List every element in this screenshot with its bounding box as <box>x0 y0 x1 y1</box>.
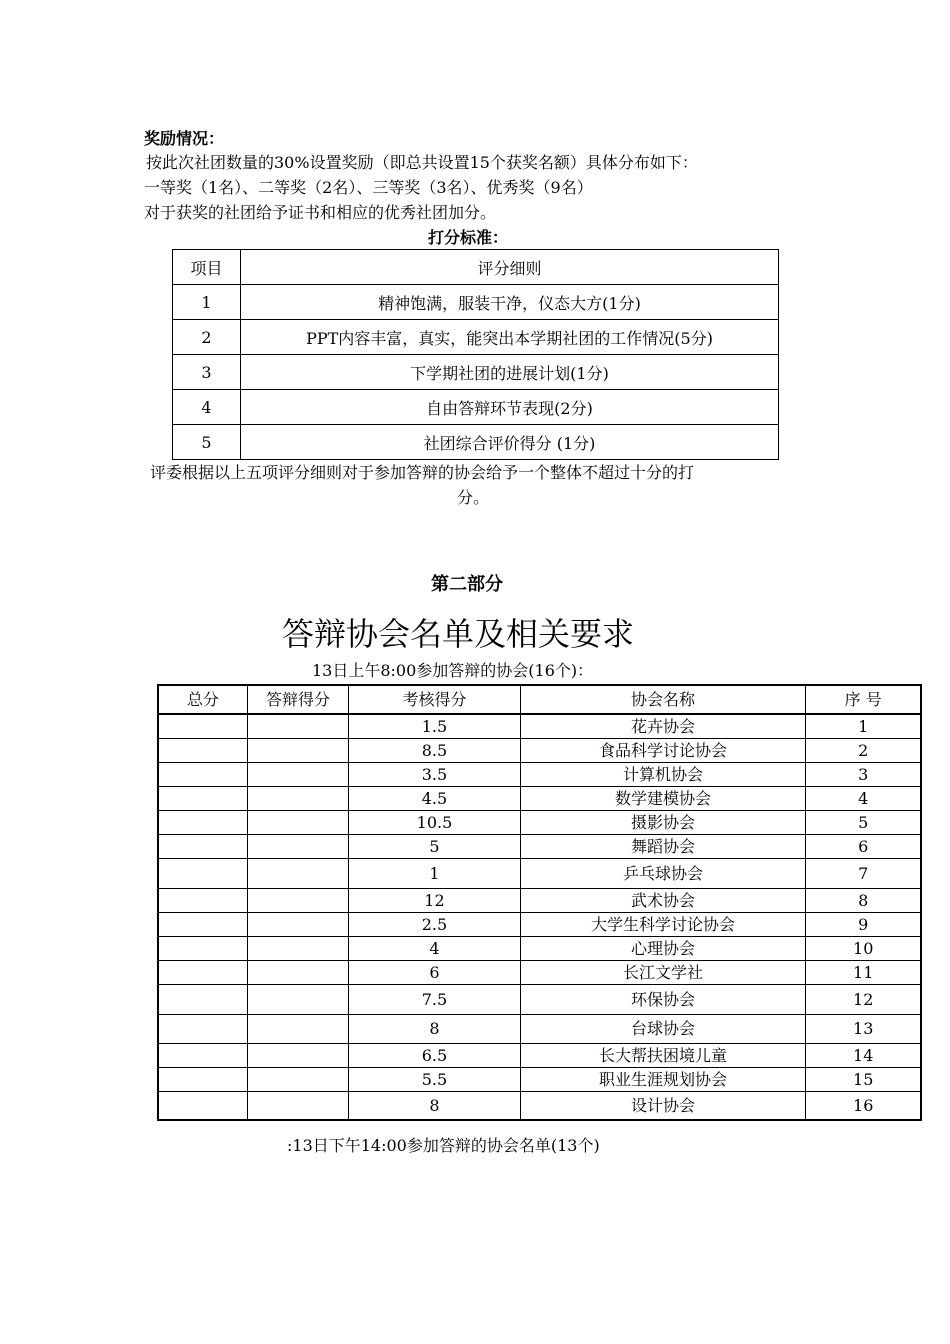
afternoon-caption: :13日下午14:00参加答辩的协会名单(13个) <box>287 1136 600 1155</box>
criteria-row <box>173 390 779 425</box>
part2-heading: 第二部分 <box>431 574 503 595</box>
assessment-score-cell: 6.5 <box>349 1044 520 1068</box>
part2-title: 答辩协会名单及相关要求 <box>282 615 635 653</box>
association-row <box>158 1092 921 1121</box>
association-row <box>158 985 921 1015</box>
association-row <box>158 889 921 913</box>
total-score-cell <box>158 889 247 913</box>
criteria-header-detail: 评分细则 <box>241 250 779 285</box>
defense-score-cell <box>247 913 349 937</box>
serial-no-cell: 10 <box>806 937 921 961</box>
morning-caption: 13日上午8:00参加答辩的协会(16个)： <box>312 661 594 680</box>
assessment-score-cell: 1.5 <box>349 714 520 739</box>
serial-no-cell: 9 <box>806 913 921 937</box>
criteria-row <box>173 355 779 390</box>
association-name-cell: 武术协会 <box>520 889 806 913</box>
total-score-cell <box>158 763 247 787</box>
total-score-cell <box>158 1068 247 1092</box>
association-row <box>158 763 921 787</box>
total-score-cell <box>158 859 247 889</box>
serial-no-cell: 11 <box>806 961 921 985</box>
total-score-cell <box>158 1015 247 1044</box>
criteria-text: 下学期社团的进展计划(1分) <box>241 355 779 390</box>
association-name-cell: 台球协会 <box>520 1015 806 1044</box>
total-score-cell <box>158 985 247 1015</box>
association-name-cell: 计算机协会 <box>520 763 806 787</box>
association-name-cell: 食品科学讨论协会 <box>520 739 806 763</box>
serial-no-cell: 13 <box>806 1015 921 1044</box>
serial-no-cell: 3 <box>806 763 921 787</box>
serial-no-cell: 1 <box>806 714 921 739</box>
header-serial-no: 序 号 <box>806 685 921 714</box>
association-name-cell: 花卉协会 <box>520 714 806 739</box>
defense-score-cell <box>247 739 349 763</box>
association-name-cell: 乒乓球协会 <box>520 859 806 889</box>
association-row <box>158 714 921 739</box>
total-score-cell <box>158 739 247 763</box>
association-row <box>158 1068 921 1092</box>
criteria-table <box>172 249 779 460</box>
header-association-name: 协会名称 <box>520 685 806 714</box>
association-header-row <box>158 685 921 714</box>
criteria-row <box>173 320 779 355</box>
defense-score-cell <box>247 859 349 889</box>
serial-no-cell: 16 <box>806 1092 921 1121</box>
association-name-cell: 设计协会 <box>520 1092 806 1121</box>
assessment-score-cell: 10.5 <box>349 811 520 835</box>
association-name-cell: 大学生科学讨论协会 <box>520 913 806 937</box>
criteria-text: PPT内容丰富，真实，能突出本学期社团的工作情况(5分) <box>241 320 779 355</box>
assessment-score-cell: 1 <box>349 859 520 889</box>
awards-heading: 奖励情况： <box>144 129 225 148</box>
total-score-cell <box>158 961 247 985</box>
defense-score-cell <box>247 937 349 961</box>
association-row <box>158 787 921 811</box>
defense-score-cell <box>247 811 349 835</box>
association-name-cell: 舞蹈协会 <box>520 835 806 859</box>
criteria-note-line-1: 评委根据以上五项评分细则对于参加答辩的协会给予一个整体不超过十分的打 <box>150 463 695 482</box>
serial-no-cell: 2 <box>806 739 921 763</box>
header-defense-score: 答辩得分 <box>247 685 349 714</box>
association-row <box>158 1015 921 1044</box>
defense-score-cell <box>247 763 349 787</box>
association-row <box>158 1044 921 1068</box>
assessment-score-cell: 2.5 <box>349 913 520 937</box>
total-score-cell <box>158 913 247 937</box>
defense-score-cell <box>247 714 349 739</box>
association-name-cell: 长江文学社 <box>520 961 806 985</box>
association-row <box>158 937 921 961</box>
criteria-no: 1 <box>173 285 241 320</box>
serial-no-cell: 4 <box>806 787 921 811</box>
serial-no-cell: 8 <box>806 889 921 913</box>
criteria-no: 2 <box>173 320 241 355</box>
criteria-header-item: 项目 <box>173 250 241 285</box>
serial-no-cell: 12 <box>806 985 921 1015</box>
total-score-cell <box>158 714 247 739</box>
defense-score-cell <box>247 835 349 859</box>
defense-score-cell <box>247 1015 349 1044</box>
assessment-score-cell: 4.5 <box>349 787 520 811</box>
total-score-cell <box>158 811 247 835</box>
assessment-score-cell: 12 <box>349 889 520 913</box>
association-row <box>158 835 921 859</box>
defense-score-cell <box>247 985 349 1015</box>
assessment-score-cell: 4 <box>349 937 520 961</box>
defense-score-cell <box>247 961 349 985</box>
association-name-cell: 环保协会 <box>520 985 806 1015</box>
criteria-no: 5 <box>173 425 241 460</box>
association-name-cell: 数学建模协会 <box>520 787 806 811</box>
criteria-no: 3 <box>173 355 241 390</box>
assessment-score-cell: 5.5 <box>349 1068 520 1092</box>
defense-score-cell <box>247 1092 349 1121</box>
defense-score-cell <box>247 1068 349 1092</box>
awards-line-1: 按此次社团数量的30%设置奖励（即总共设置15个获奖名额）具体分布如下： <box>146 153 698 172</box>
awards-line-2: 一等奖（1名）、二等奖（2名）、三等奖（3名）、优秀奖（9名） <box>144 178 593 197</box>
criteria-row <box>173 425 779 460</box>
serial-no-cell: 5 <box>806 811 921 835</box>
criteria-note-line-2: 分。 <box>457 488 490 507</box>
header-total: 总分 <box>158 685 247 714</box>
association-row <box>158 913 921 937</box>
assessment-score-cell: 8.5 <box>349 739 520 763</box>
assessment-score-cell: 5 <box>349 835 520 859</box>
association-name-cell: 长大帮扶困境儿童 <box>520 1044 806 1068</box>
association-name-cell: 摄影协会 <box>520 811 806 835</box>
assessment-score-cell: 6 <box>349 961 520 985</box>
defense-score-cell <box>247 787 349 811</box>
association-row <box>158 961 921 985</box>
criteria-heading: 打分标准： <box>428 228 509 247</box>
association-name-cell: 心理协会 <box>520 937 806 961</box>
assessment-score-cell: 8 <box>349 1092 520 1121</box>
association-row <box>158 811 921 835</box>
serial-no-cell: 15 <box>806 1068 921 1092</box>
total-score-cell <box>158 787 247 811</box>
criteria-text: 社团综合评价得分 (1分) <box>241 425 779 460</box>
serial-no-cell: 6 <box>806 835 921 859</box>
serial-no-cell: 7 <box>806 859 921 889</box>
defense-score-cell <box>247 1044 349 1068</box>
total-score-cell <box>158 937 247 961</box>
serial-no-cell: 14 <box>806 1044 921 1068</box>
association-row <box>158 739 921 763</box>
assessment-score-cell: 3.5 <box>349 763 520 787</box>
criteria-header-row <box>173 250 779 285</box>
criteria-no: 4 <box>173 390 241 425</box>
assessment-score-cell: 7.5 <box>349 985 520 1015</box>
defense-score-cell <box>247 889 349 913</box>
awards-line-3: 对于获奖的社团给予证书和相应的优秀社团加分。 <box>144 203 497 222</box>
criteria-row <box>173 285 779 320</box>
header-assessment-score: 考核得分 <box>349 685 520 714</box>
criteria-text: 自由答辩环节表现(2分) <box>241 390 779 425</box>
association-row <box>158 859 921 889</box>
total-score-cell <box>158 1044 247 1068</box>
criteria-text: 精神饱满，服装干净，仪态大方(1分) <box>241 285 779 320</box>
association-table <box>157 684 922 1121</box>
assessment-score-cell: 8 <box>349 1015 520 1044</box>
association-name-cell: 职业生涯规划协会 <box>520 1068 806 1092</box>
total-score-cell <box>158 1092 247 1121</box>
total-score-cell <box>158 835 247 859</box>
